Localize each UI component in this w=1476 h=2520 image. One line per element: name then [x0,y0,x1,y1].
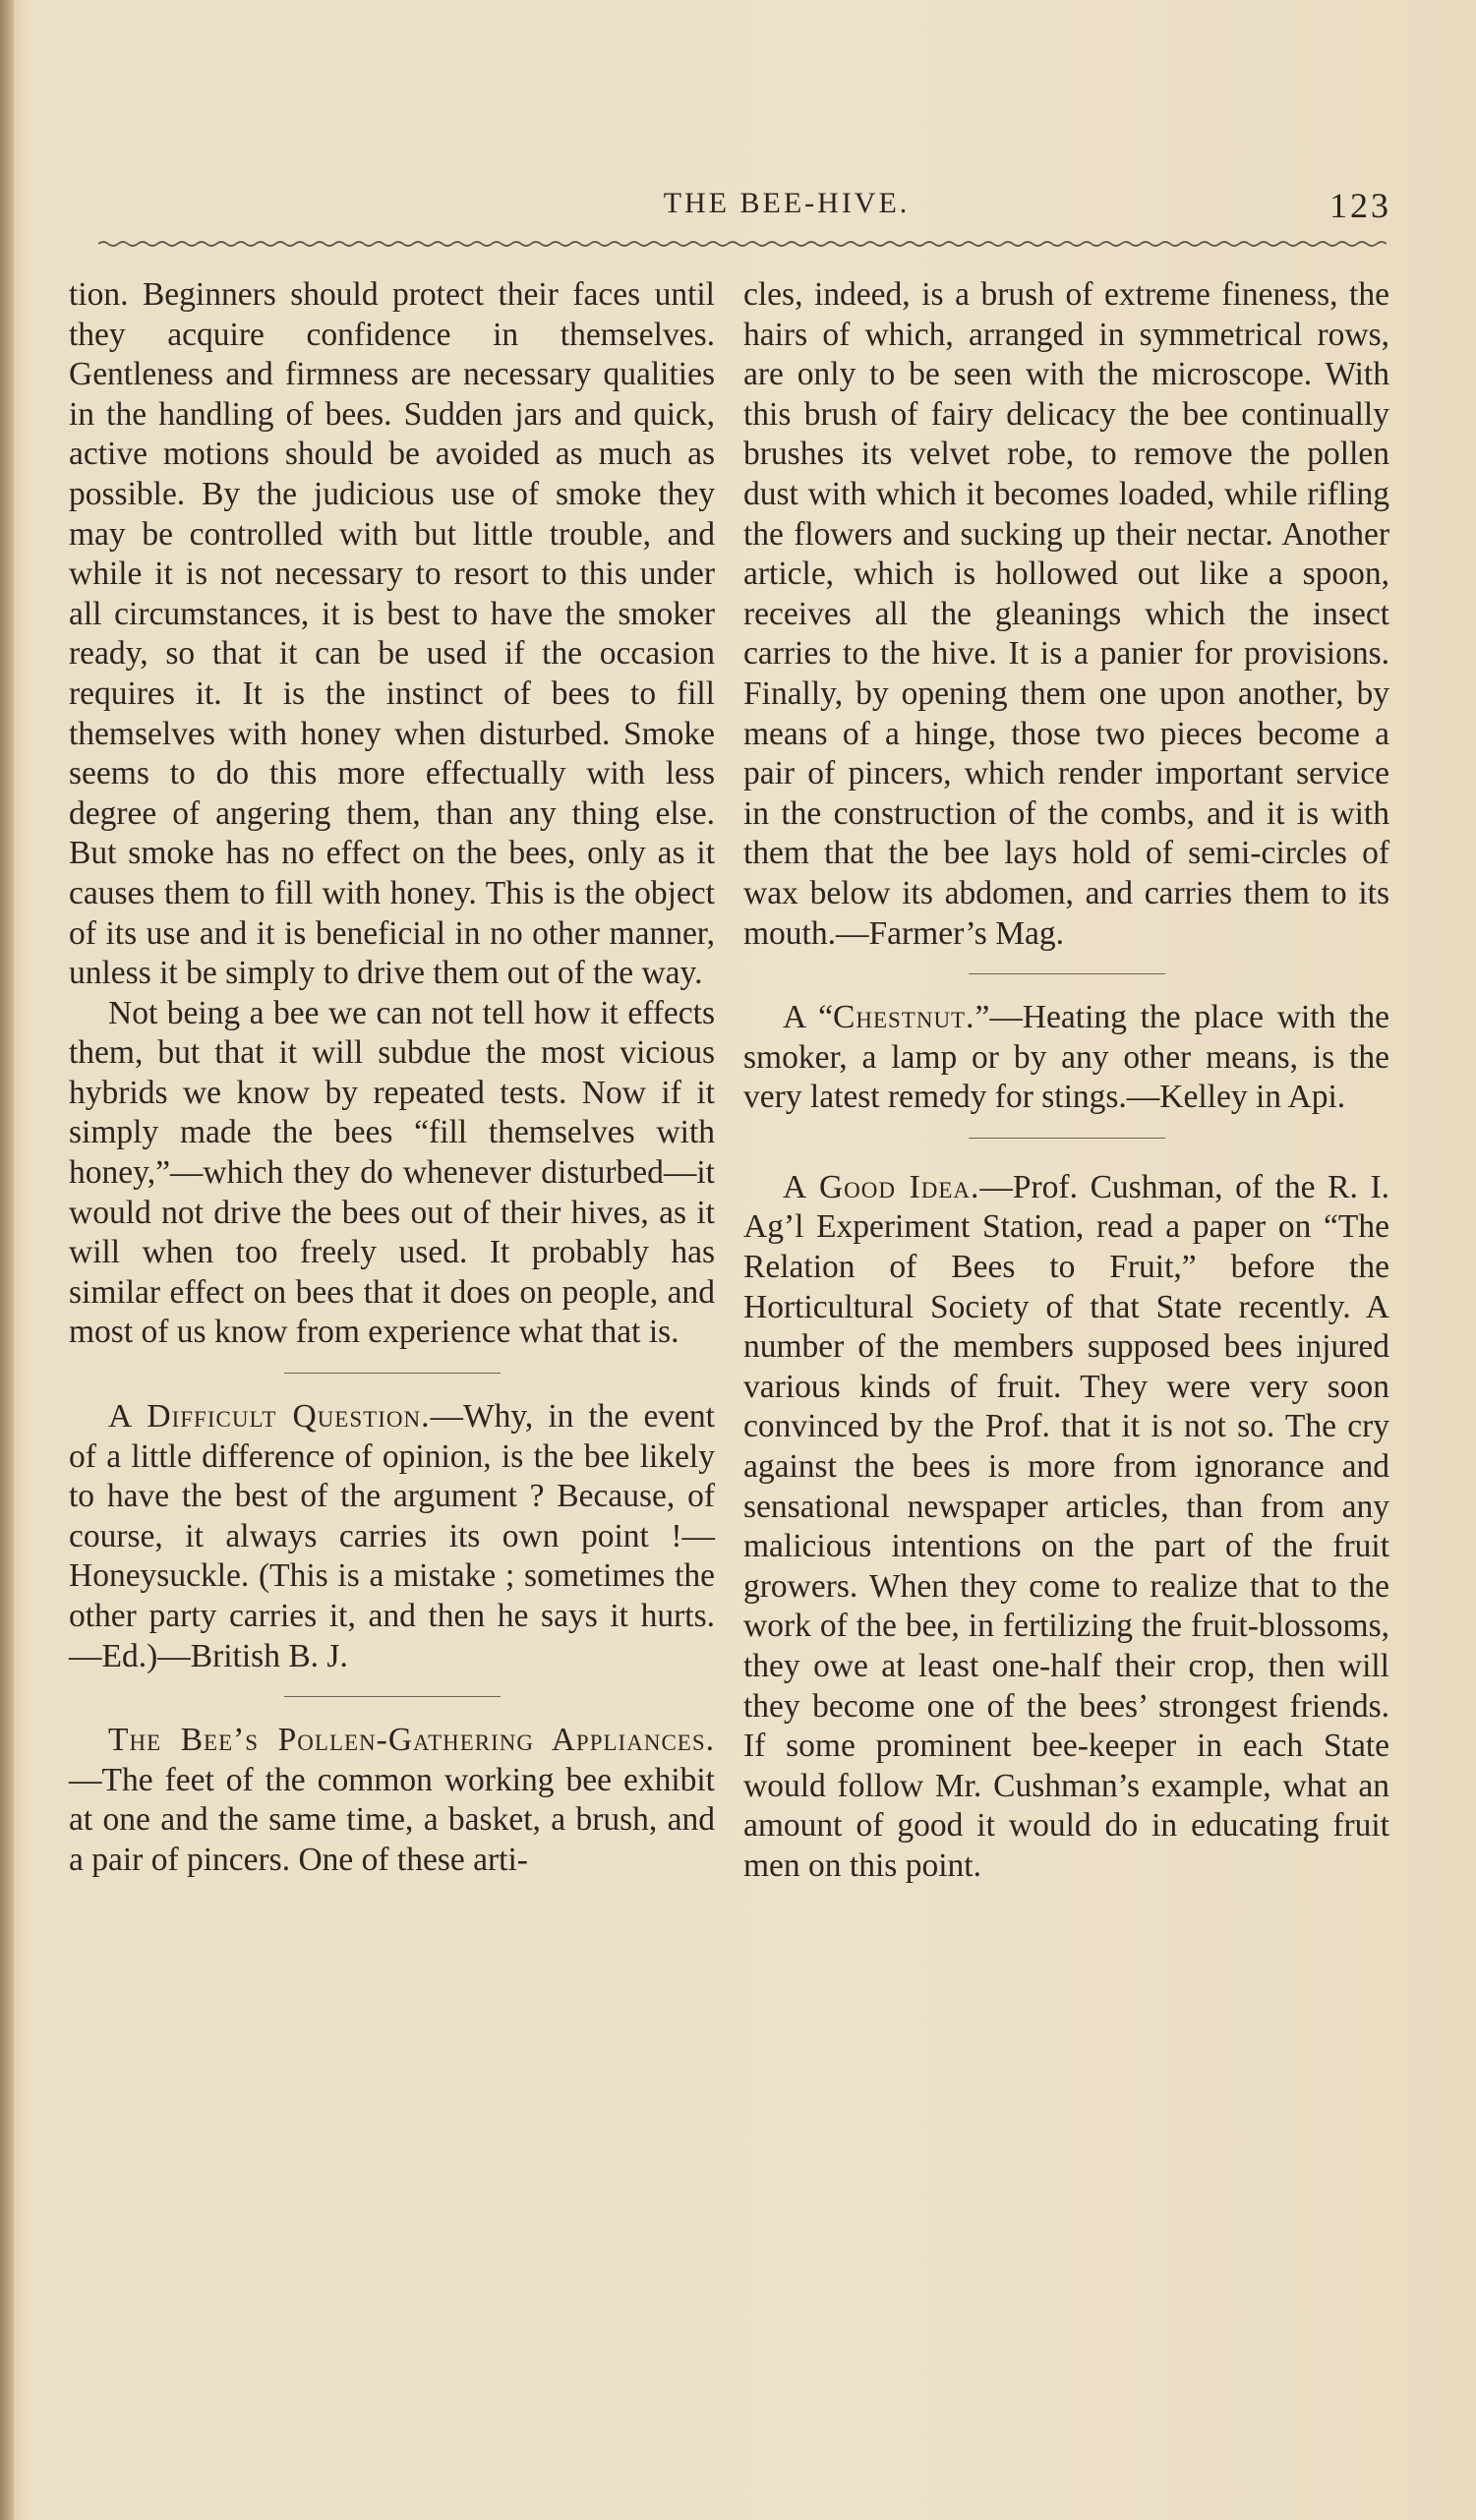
pollen-article-continued: cles, indeed, is a brush of extreme fineness, the hairs of which, arranged in symmetrical rows, are only to be seen with the microscope. With this brush of fairy delicacy the bee continually brushes its velvet robe, to remove the pollen dust with which it becomes loaded, while rifling the flowers and sucking up their nectar. Another article, which is hollowed out like a spoon, receives all the gleanings which the insect carries to the hive. It is a panier for provisions. Finally, by opening them one upon another, by means of a hinge, those two pieces become a pair of pincers, which render important service in the construction of the combs, and it is with them that the bee lays hold of semi-circles of wax below its abdomen, and carries them to its mouth.—Farmer’s Mag. [743,276,1389,952]
article-separator [284,1373,501,1374]
page-header [69,187,1391,226]
wavy-rule [98,234,1387,254]
difficult-question-article [69,1397,715,1676]
page-number: 123 [1329,186,1391,225]
smoke-article-paragraph-2: Not being a bee we can not tell how it effects them, but that it will subdue the most vicious hybrids we know by repeated tests. Now if it simply made the bees “fill themselves with honey,”—which they do whenever disturbed—it would not drive the bees out of their hives, as it will when too freely used. It probably has similar effect on bees that it does on people, and most of us know from experience what that is. [69,994,715,1351]
smoke-article-paragraph-1: tion. Beginners should protect their faces until they acquire confidence in themselves. Gentleness and firmness are necessary qualities in the handling of bees. Sudden jars and quick, active motions should be avoided as much as possible. By the judicious use of smoke they may be controlled with but little trouble, and while it is not necessary to resort to this under all circumstances, it is best to have the smoker ready, so that it can be used if the occasion requires it. It is the instinct of bees to fill themselves with honey when disturbed. Smoke seems to do this more effectually with less degree of angering them, than any thing else. But smoke has no effect on the bees, only as it causes them to fill with honey. This is the object of its use and it is beneficial in no other manner, unless it be simply to drive them out of the way. [69,276,715,992]
difficult-question-body: —Why, in the event of a little difference of opinion, is the bee likely to have the best of the argument ? Because, of course, it always carries its own point !—Honeysuckle. (This is a mistake ; sometimes the other party carries it, and then he says it hurts. —Ed.)—British B. J. [69,1398,715,1674]
good-idea-body: —Prof. Cushman, of the R. I. Ag’l Experiment Station, read a paper on “The Relation of Bees to Fruit,” before the Horticultural Society of that State recently. A number of the members supposed bees injured various kinds of fruit. They were very soon convinced by the Prof. that it is not so. The cry against the bees is more from ignorance and sensational newspaper articles, than from any malicious intentions on the part of the fruit growers. When they come to realize that to the work of the bee, in fertilizing the fruit-blossoms, they owe at least one-half their crop, then will they become one of the bees’ strongest friends. If some prominent bee-keeper in each State would follow Mr. Cushman’s example, what an amount of good it would do in educating fruit men on this point. [743,1168,1389,1884]
difficult-question-title: A Difficult Question. [108,1398,431,1436]
running-title: THE BEE-HIVE. [663,187,911,219]
article-separator [969,973,1165,974]
binding-spine [0,0,14,2520]
right-column [743,275,1389,1887]
pollen-article [69,1721,715,1880]
article-separator [284,1696,501,1697]
chestnut-lead: A “ [783,999,833,1036]
left-column [69,275,715,1881]
chestnut-body: ”—Heating the place with the smoker, a lamp or by any other means, is the very latest remedy for stings.—Kelley in Api. [743,999,1389,1116]
chestnut-title: Chestnut. [832,999,975,1036]
chestnut-article [743,998,1389,1118]
good-idea-article [743,1168,1389,1887]
pollen-article-title: The Bee’s Pollen-Gathering Appliances. [108,1722,715,1759]
pollen-article-body: —The feet of the common working bee exhibit at one and the same time, a basket, a brush, and a pair of pincers. One of these arti- [69,1761,715,1878]
article-separator [969,1138,1165,1139]
good-idea-title: A Good Idea. [783,1168,980,1205]
